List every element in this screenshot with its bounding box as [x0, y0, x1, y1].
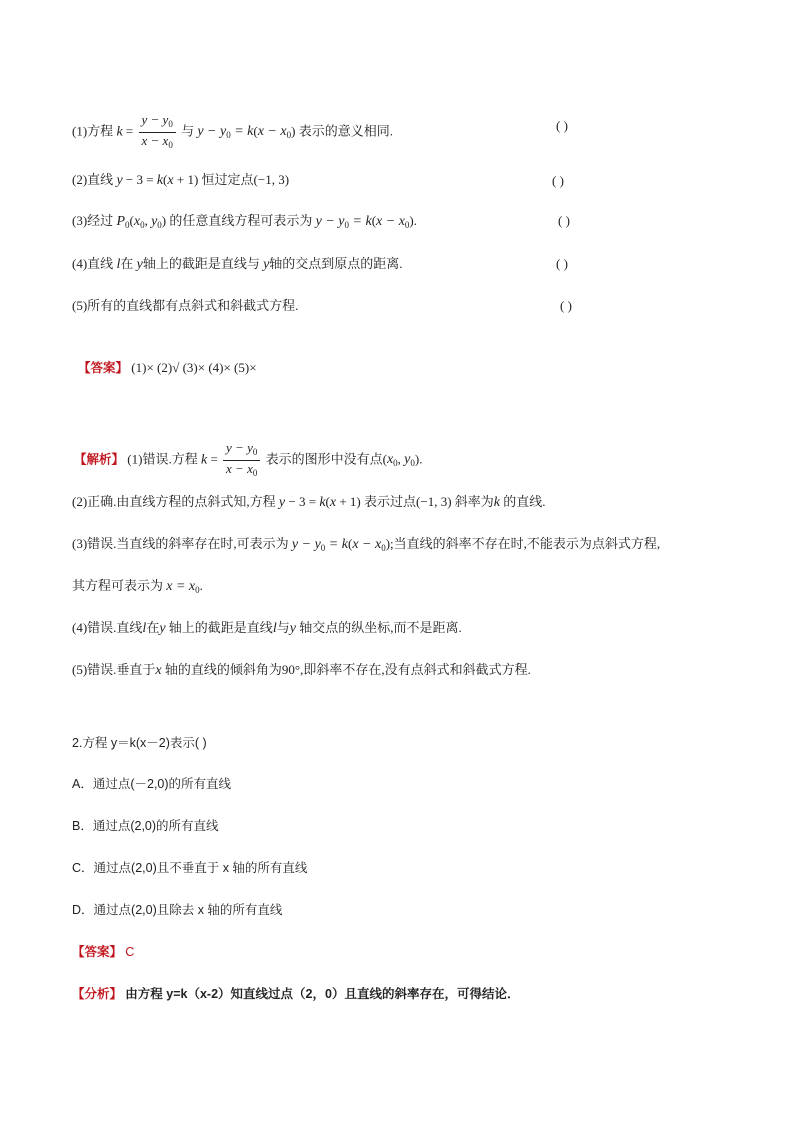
fraction: $\frac{y - y_0}{x - x_0}$ [139, 112, 176, 153]
q2-analysis: 【分析】 由方程 y=k（x-2）知直线过点（2，0）且直线的斜率存在，可得结论． [72, 986, 520, 1001]
analysis-tag: 【解析】 [74, 451, 125, 467]
q2-answer: 【答案】 C [72, 944, 135, 959]
q1-item-5: (5)所有的直线都有点斜式和斜截式方程. [72, 298, 299, 313]
q2-option-d[interactable]: D．通过点(2,0)且除去 x 轴的所有直线 [72, 903, 283, 917]
q1-analysis-2: (2)正确.由直线方程的点斜式知,方程 y − 3 = k(x + 1) 表示过点(−1, 3) 斜率为k 的直线. [72, 494, 546, 510]
q1-item-3: (3)经过 $P_0(x_0$, $y_0$) 的任意直线方程可表示为 $y - y_0 = k(x - x_0)$. [72, 213, 417, 230]
q2-option-a[interactable]: A．通过点(－2,0)的所有直线 [72, 777, 232, 791]
q1-item-4: (4)直线 l在 y轴上的截距是直线与 y轴的交点到原点的距离. [72, 256, 403, 272]
q1-analysis-3b: 其方程可表示为 $x = x_0$. [72, 578, 203, 595]
q1-item-1: (1)方程 k = $\frac{y - y_0}{x - x_0}$ 与 $y - y_0 = k(x - x_0)$ 表示的意义相同. [72, 112, 393, 153]
q2-option-c[interactable]: C．通过点(2,0)且不垂直于 x 轴的所有直线 [72, 861, 308, 875]
q1-analysis-5: (5)错误.垂直于x 轴的直线的倾斜角为90°,即斜率不存在,没有点斜式和斜截式方程. [72, 662, 531, 678]
answer-blank[interactable]: ( ) [560, 298, 572, 313]
q1-analysis-4: (4)错误.直线l在y 轴上的截距是直线l与y 轴交点的纵坐标,而不是距离. [72, 620, 462, 636]
q2-option-b[interactable]: B．通过点(2,0)的所有直线 [72, 819, 219, 833]
q1-item-2: (2)直线 y − 3 = k(x + 1) 恒过定点(−1, 3) [72, 172, 290, 188]
q2-stem: 2.方程 y＝k(x－2)表示( ) [72, 736, 207, 750]
answer-tag: 【答案】 [78, 360, 129, 375]
answer-blank[interactable]: ( ) [556, 118, 568, 133]
q1-analysis-1: 【解析】 (1)错误.方程 k = $\frac{y - y_0}{x - x_0}$ 表示的图形中没有点($x_0$, $y_0$). [74, 440, 423, 478]
q1-answer: 【答案】 (1)× (2)√ (3)× (4)× (5)× [78, 360, 257, 375]
answer-blank[interactable]: ( ) [552, 173, 564, 188]
q1-analysis-3: (3)错误.当直线的斜率存在时,可表示为 $y - y_0 = k(x - x_0)$;当直线的斜率不存在时,不能表示为点斜式方程, [72, 536, 661, 553]
answer-tag: 【答案】 [72, 944, 123, 959]
analysis-tag: 【分析】 [72, 986, 123, 1001]
answer-blank[interactable]: ( ) [556, 256, 568, 271]
answer-blank[interactable]: ( ) [558, 213, 570, 228]
